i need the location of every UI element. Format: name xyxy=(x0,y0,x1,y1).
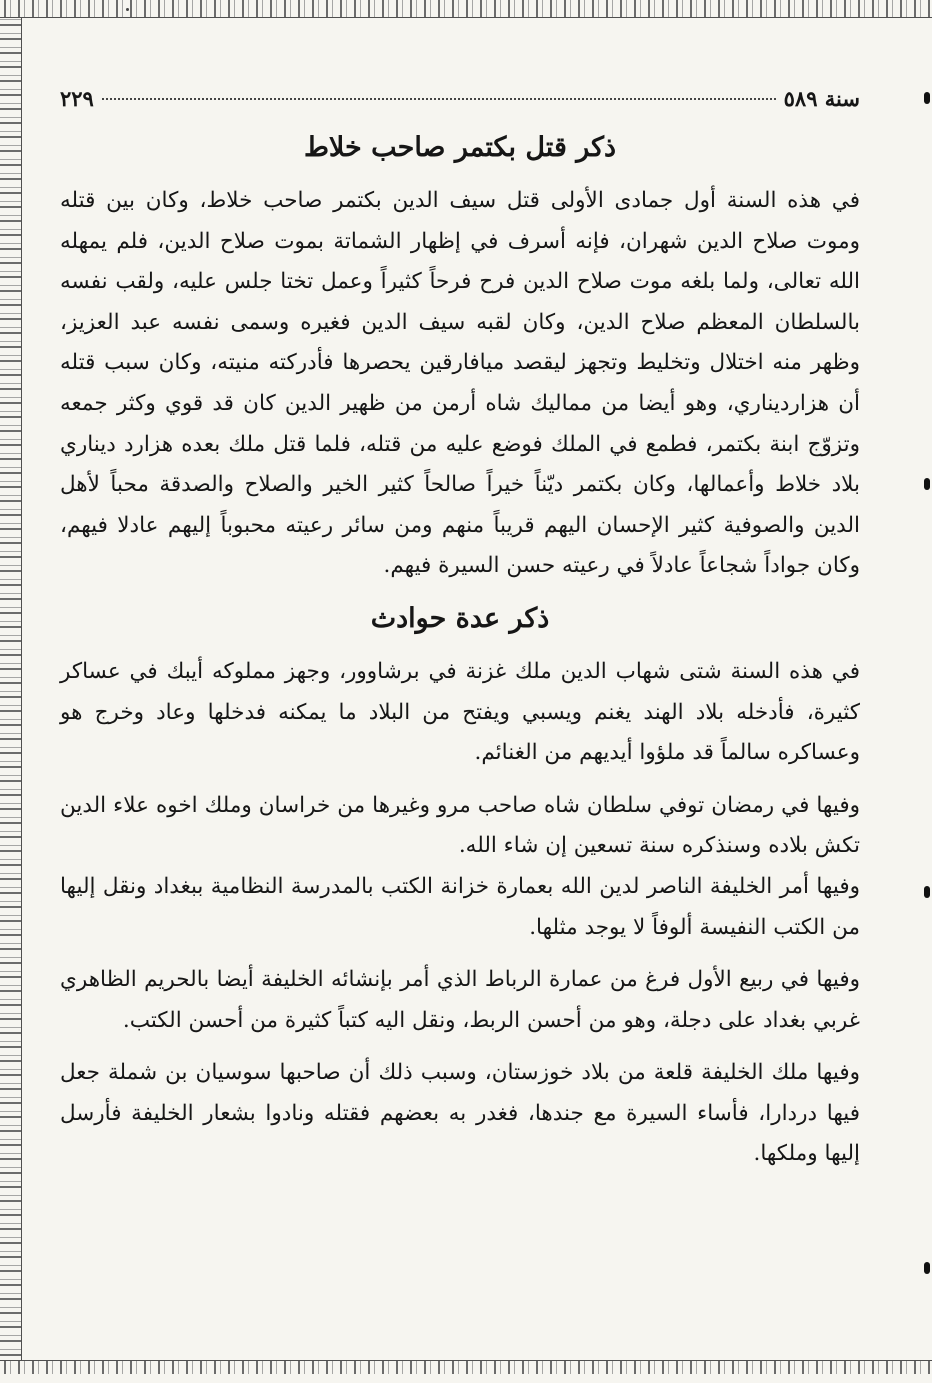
margin-tick-mark xyxy=(924,478,930,490)
margin-tick-mark xyxy=(924,1262,930,1274)
left-ornamental-border xyxy=(0,18,22,1360)
section-paragraph: وفيها في رمضان توفي سلطان شاه صاحب مرو وغيرها من خراسان وملك اخوه علاء الدين تكش بلاده وسنذكره سنة تسعين إن شاء الله. xyxy=(60,792,860,859)
section-paragraph: وفيها أمر الخليفة الناصر لدين الله بعمارة خزانة الكتب بالمدرسة النظامية ببغداد ونقل إليها من الكتب النفيسة ألوفاً لا يوجد مثلها. xyxy=(60,873,860,940)
ink-speck xyxy=(126,8,129,11)
section-title: ذكر عدة حوادث xyxy=(370,602,550,634)
section-paragraph: وفيها ملك الخليفة قلعة من بلاد خوزستان، وسبب ذلك أن صاحبها سوسيان بن شملة جعل فيها دردارا، فأساء السيرة مع جندها، فغدر به بعضهم فقتله ونادوا بشعار الخليفة فأرسل إليها وملكها. xyxy=(60,1060,860,1167)
top-ornamental-border xyxy=(0,0,932,18)
section-paragraph: في هذه السنة شتى شهاب الدين ملك غزنة في برشاوور، وجهز مملوكه أيبك في عساكر كثيرة، فأدخله بلاد الهند يغنم ويسبي ويفتح من البلاد ما يمكنه فدخلها وعاد وخرج هو وعساكره سالماً قد ملؤوا أيديهم من الغنائم. xyxy=(60,658,860,766)
section-paragraph: وفيها في ربيع الأول فرغ من عمارة الرباط الذي أمر بإنشائه الخليفة أيضا بالحريم الظاهري غربي بغداد على دجلة، وهو من أحسن الربط، ونقل اليه كتباً كثيرة من أحسن الكتب. xyxy=(60,967,860,1033)
running-header xyxy=(60,78,860,118)
leader-dots xyxy=(102,97,776,100)
bottom-ornamental-border xyxy=(0,1360,932,1374)
section-paragraph: في هذه السنة أول جمادى الأولى قتل سيف الدين بكتمر صاحب خلاط، وكان بين قتله وموت صلاح الدين شهران، فإنه أسرف في إظهار الشماتة بموت صلاح الدين، فلم يمهله الله تعالى، ولما بلغه موت صلاح الدين فرح فرحاً كثيراً وعمل تختا جلس عليه، ولقب نفسه بالسلطان المعظم صلاح الدين، وكان لقبه سيف الدين فغيره وسمى نفسه عبد العزيز، وظهر منه اختلال وتخليط وتجهز ليقصد ميافارقين يحصرها فأدركته منيته، وكان سبب قتله أن هزارديناري، وهو أيضا من مماليك شاه أرمن من ظهير الدين كان قد قوي وكثر جمعه وتزوّج ابنة بكتمر، فطمع في الملك فوضع عليه من قتله، فلما قتل ملك بعده هزارد ديناري بلاد خلاط وأعمالها، وكان بكتمر ديّناً خيراً صالحاً كثير الخير والصلاح والصدقة محباً لأهل الدين والصوفية كثير الإحسان اليهم قريباً منهم ومن سائر رعيته محبوباً إليهم عادلا فيهم، وكان جواداً شجاعاً عادلاً في رعيته حسن السيرة فيهم. xyxy=(60,188,860,579)
section-title: ذكر قتل بكتمر صاحب خلاط xyxy=(303,132,617,163)
page-number: ٢٢٩ xyxy=(60,85,94,111)
book-page xyxy=(60,78,860,1175)
margin-tick-mark xyxy=(924,92,930,104)
year-label: سنة ٥٨٩ xyxy=(783,85,860,111)
margin-tick-mark xyxy=(924,886,930,898)
